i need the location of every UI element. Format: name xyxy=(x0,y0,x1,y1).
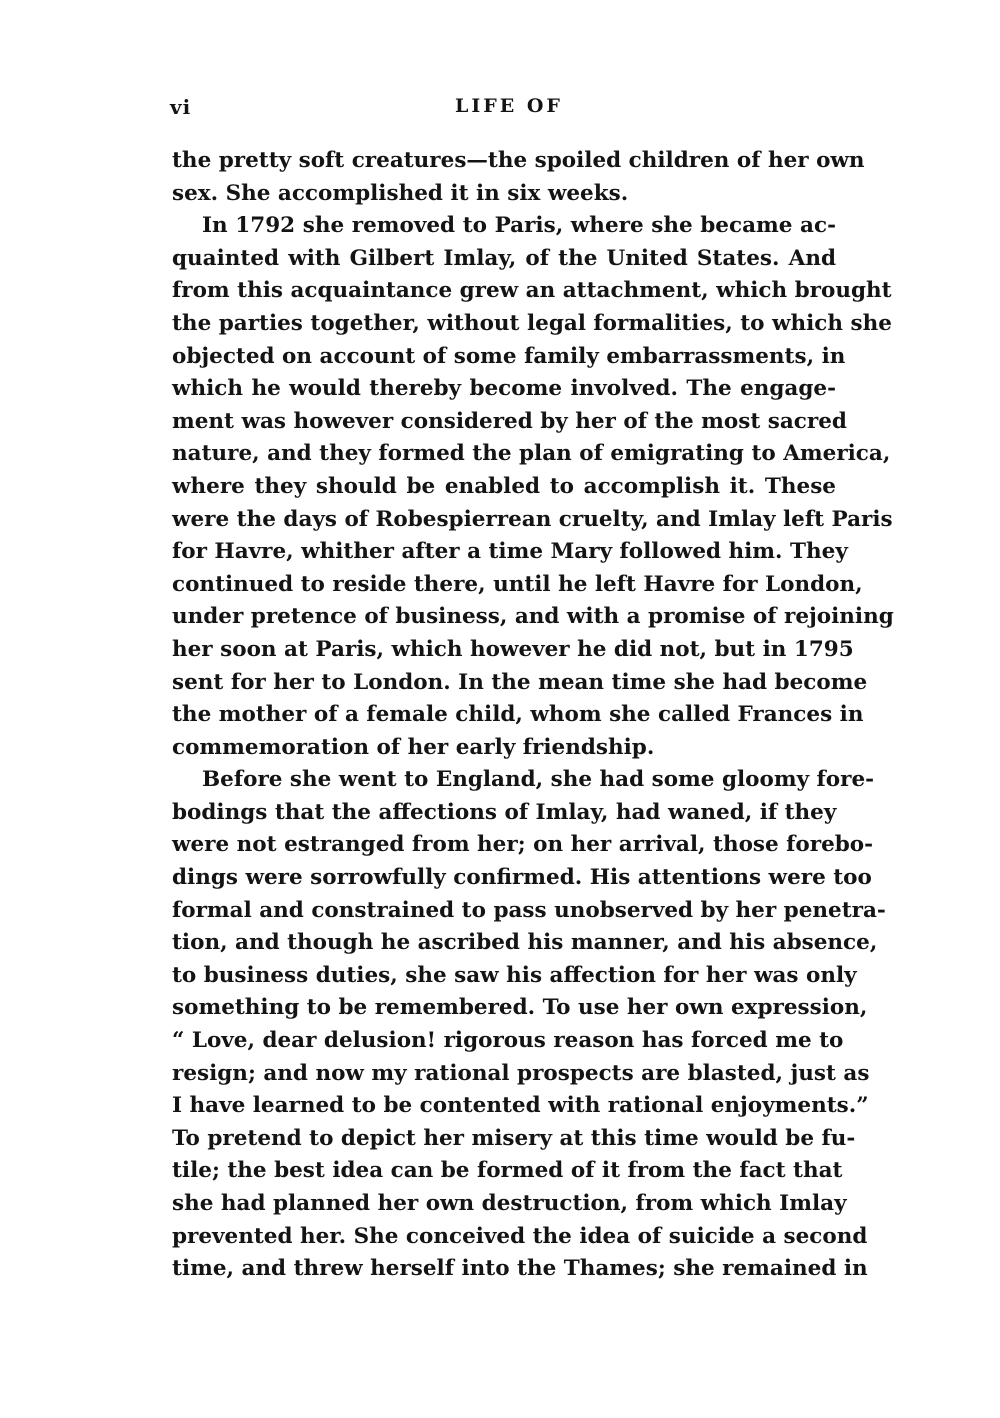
page-number: vi xyxy=(170,95,192,119)
text-line: To pretend to depict her misery at this time would be fu- xyxy=(172,1125,856,1151)
text-line: “ Love, dear delusion! rigorous reason has forced me to xyxy=(172,1028,844,1054)
text-line: she had planned her own destruction, from which Imlay xyxy=(172,1191,847,1216)
text-line: quainted with Gilbert Imlay, of the United States. And xyxy=(172,245,836,271)
text-line: sex. She accomplished it in six weeks. xyxy=(172,180,629,206)
text-line: for Havre, whither after a time Mary followed him. They xyxy=(172,539,848,565)
text-line: which he would thereby become involved. The engage- xyxy=(172,376,836,402)
text-line: prevented her. She conceived the idea of suicide a second xyxy=(172,1223,868,1249)
text-line: nature, and they formed the plan of emigrating to America, xyxy=(172,441,891,467)
text-line: the mother of a female child, whom she called Frances in xyxy=(172,702,864,728)
body-text xyxy=(172,145,894,1286)
text-line: resign; and now my rational prospects are blasted, just as xyxy=(172,1060,870,1086)
text-line: were not estranged from her; on her arrival, those forebo- xyxy=(172,832,874,858)
text-line: the pretty soft creatures—the spoiled children of her own xyxy=(172,148,865,173)
text-line: I have learned to be contented with rational enjoyments.” xyxy=(172,1093,869,1119)
text-line: from this acquaintance grew an attachment, which brought xyxy=(172,278,892,304)
text-line: continued to reside there, until he left Havre for London, xyxy=(172,571,863,597)
text-line: something to be remembered. To use her own expression, xyxy=(172,995,868,1021)
text-line: sent for her to London. In the mean time she had become xyxy=(172,669,868,695)
text-line: tile; the best idea can be formed of it from the fact that xyxy=(172,1158,843,1184)
text-line: her soon at Paris, which however he did not, but in 1795 xyxy=(172,636,854,662)
text-line: were the days of Robespierrean cruelty, and Imlay left Paris xyxy=(172,506,893,532)
text-line: dings were sorrowfully confirmed. His attentions were too xyxy=(172,865,872,891)
text-line: objected on account of some family embarrassments, in xyxy=(172,343,846,369)
page-header xyxy=(170,95,835,119)
running-head: LIFE OF xyxy=(455,95,563,117)
text-line: formal and constrained to pass unobserved by her penetra- xyxy=(172,897,886,923)
text-line: In 1792 she removed to Paris, where she became ac- xyxy=(202,213,836,239)
text-line: Before she went to England, she had some gloomy fore- xyxy=(202,767,875,793)
text-line: under pretence of business, and with a promise of rejoining xyxy=(172,604,894,630)
text-line: time, and threw herself into the Thames; she remained in xyxy=(172,1256,868,1282)
text-line: bodings that the affections of Imlay, had waned, if they xyxy=(172,799,837,825)
text-line: to business duties, she saw his affection for her was only xyxy=(172,962,857,988)
text-line: ment was however considered by her of the most sacred xyxy=(172,408,847,434)
text-line: where they should be enabled to accomplish it. These xyxy=(172,473,836,499)
text-line: the parties together, without legal formalities, to which she xyxy=(172,310,892,336)
text-line: commemoration of her early friendship. xyxy=(172,734,655,760)
text-line: tion, and though he ascribed his manner, and his absence, xyxy=(172,930,878,956)
